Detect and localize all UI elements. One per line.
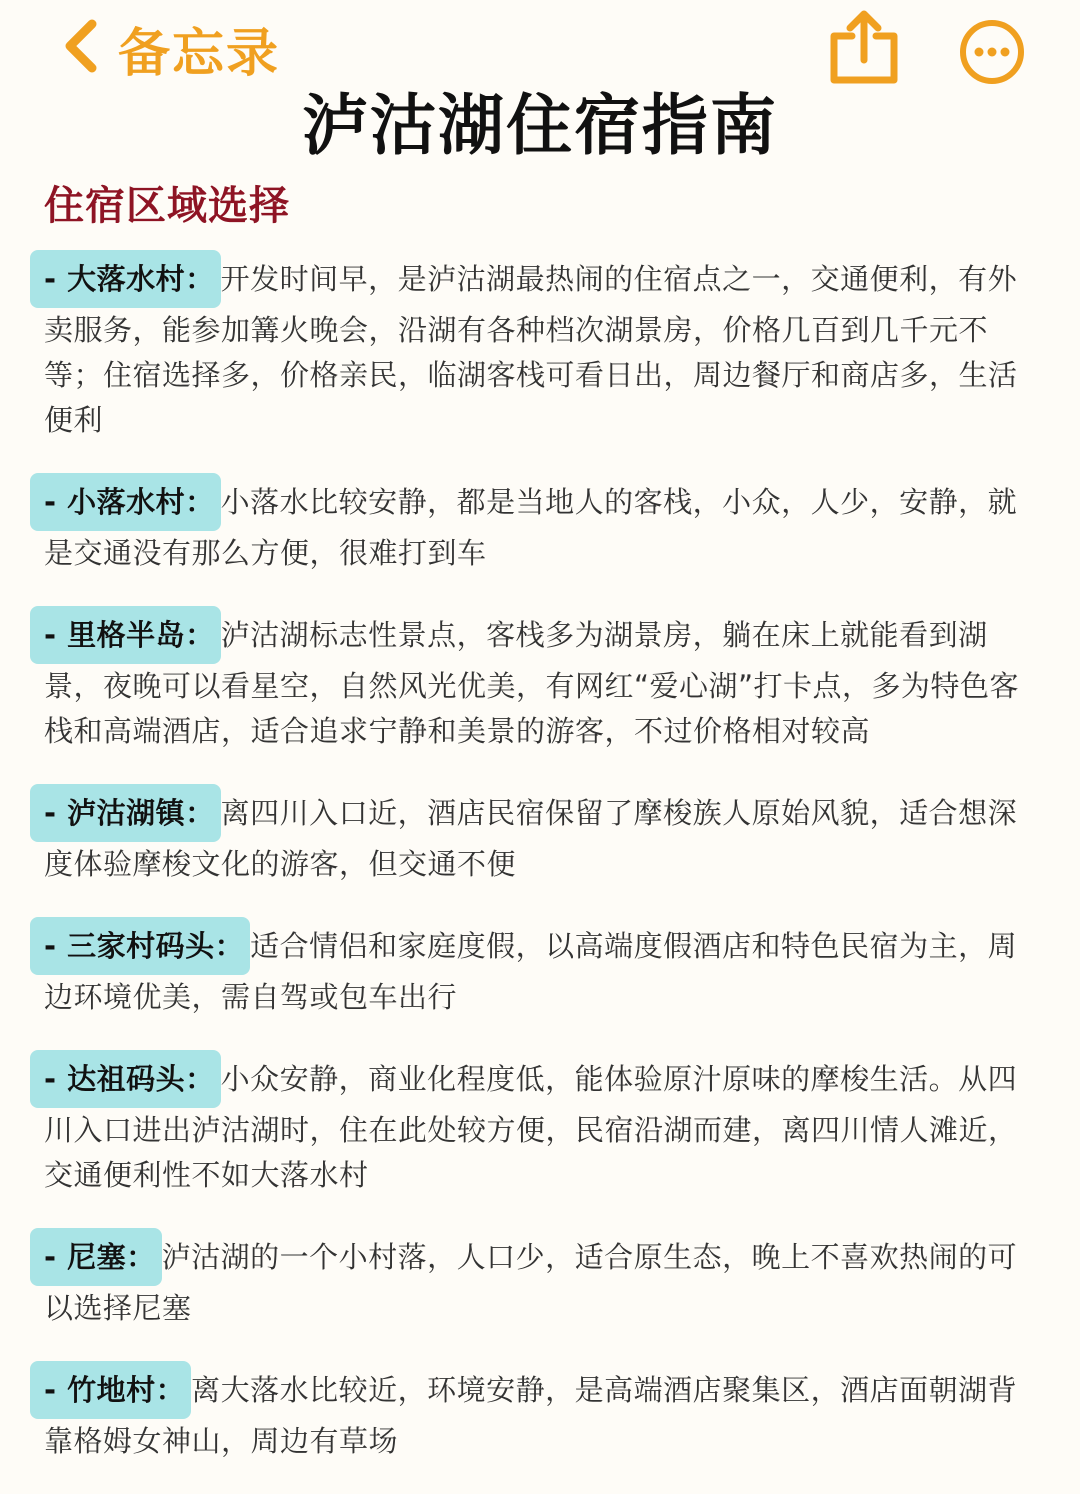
entry-nisai bbox=[44, 1228, 1044, 1331]
entry-tag: - 里格半岛： bbox=[30, 606, 221, 664]
entry-tag: - 小落水村： bbox=[30, 473, 221, 531]
entry-tag: - 竹地村： bbox=[30, 1361, 191, 1419]
page-title: 泸沽湖住宿指南 bbox=[302, 87, 778, 164]
entry-text: 泸沽湖标志性景点，客栈多为湖景房，躺在床上就能看到湖景，夜晚可以看星空，自然风光优美，有网红“爱心湖”打卡点，多为特色客栈和高端酒店，适合追求宁静和美景的游客，不过价格相对较高 bbox=[44, 618, 1020, 748]
entry-text: 泸沽湖的一个小村落，人口少，适合原生态，晚上不喜欢热闹的可以选择尼塞 bbox=[44, 1240, 1018, 1325]
entry-text: 小落水比较安静，都是当地人的客栈，小众，人少，安静，就是交通没有那么方便，很难打到车 bbox=[44, 485, 1018, 570]
entry-text: 开发时间早，是泸沽湖最热闹的住宿点之一，交通便利，有外卖服务，能参加篝火晚会，沿湖有各种档次湖景房，价格几百到几千元不等；住宿选择多，价格亲民，临湖客栈可看日出，周边餐厅和商店多，生活便利 bbox=[44, 262, 1018, 437]
entry-lige bbox=[44, 606, 1044, 754]
entry-list bbox=[44, 250, 1044, 1494]
entry-tag: - 三家村码头： bbox=[30, 917, 250, 975]
entry-tag: - 达祖码头： bbox=[30, 1050, 221, 1108]
chevron-left-icon bbox=[58, 16, 102, 80]
entry-dazu bbox=[44, 1050, 1044, 1198]
back-label: 备忘录 bbox=[118, 23, 281, 84]
entry-luguhu-town bbox=[44, 784, 1044, 887]
entry-tag: - 泸沽湖镇： bbox=[30, 784, 221, 842]
entry-tag: - 大落水村： bbox=[30, 250, 221, 308]
entry-text: 适合情侣和家庭度假，以高端度假酒店和特色民宿为主，周边环境优美，需自驾或包车出行 bbox=[44, 929, 1018, 1014]
entry-text: 小众安静，商业化程度低，能体验原汁原味的摩梭生活。从四川入口进出泸沽湖时，住在此处较方便，民宿沿湖而建，离四川情人滩近，交通便利性不如大落水村 bbox=[44, 1062, 1018, 1192]
entry-text: 离大落水比较近，环境安静，是高端酒店聚集区，酒店面朝湖背靠格姆女神山，周边有草场 bbox=[44, 1373, 1018, 1458]
entry-dabluoshui bbox=[44, 250, 1044, 443]
entry-sanjiacun bbox=[44, 917, 1044, 1020]
entry-text: 离四川入口近，酒店民宿保留了摩梭族人原始风貌，适合想深度体验摩梭文化的游客，但交通不便 bbox=[44, 796, 1018, 881]
entry-xiaoluoshui bbox=[44, 473, 1044, 576]
back-button[interactable] bbox=[58, 16, 281, 84]
entry-zhudicun bbox=[44, 1361, 1044, 1464]
entry-tag: - 尼塞： bbox=[30, 1228, 162, 1286]
section-heading: 住宿区域选择 bbox=[44, 183, 290, 229]
